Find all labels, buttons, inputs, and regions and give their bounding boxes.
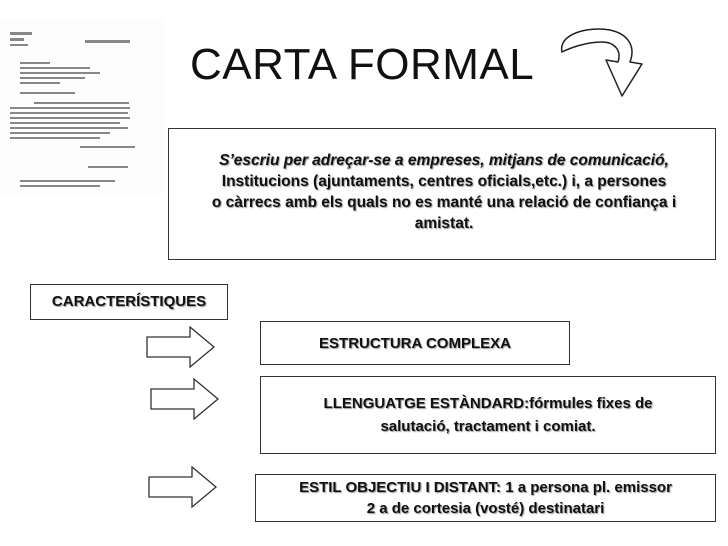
curved-arrow-icon	[548, 22, 658, 122]
definition-text	[160, 150, 728, 234]
style-line-1: ESTIL OBJECTIU I DISTANT: 1 a persona pl. emissor	[299, 479, 672, 496]
language-line-2: salutació, tractament i comiat.	[380, 418, 596, 435]
language-box	[260, 376, 716, 454]
language-line-1: LLENGUATGE ESTÀNDARD:fórmules fixes de	[323, 395, 653, 412]
definition-line-1: S’escriu per adreçar-se a empreses, mitjans de comunicació,	[219, 152, 669, 169]
definition-line-3: o càrrecs amb els quals no es manté una relació de confiança i	[211, 194, 677, 211]
page-title: CARTA FORMAL	[190, 40, 535, 89]
style-line-2: 2 a de cortesia (vosté) destinatari	[366, 500, 605, 517]
characteristics-label: CARACTERÍSTIQUES	[30, 284, 228, 320]
structure-box	[260, 321, 570, 365]
right-arrow-icon	[146, 326, 216, 368]
style-box	[255, 474, 716, 522]
definition-line-2: Institucions (ajuntaments, centres oficials,etc.) i, a persones	[221, 173, 667, 190]
definition-line-4: amistat.	[414, 215, 474, 232]
structure-text: ESTRUCTURA COMPLEXA	[319, 334, 511, 352]
letter-thumbnail-image	[0, 18, 165, 196]
right-arrow-icon	[150, 378, 220, 420]
right-arrow-icon	[148, 466, 218, 508]
